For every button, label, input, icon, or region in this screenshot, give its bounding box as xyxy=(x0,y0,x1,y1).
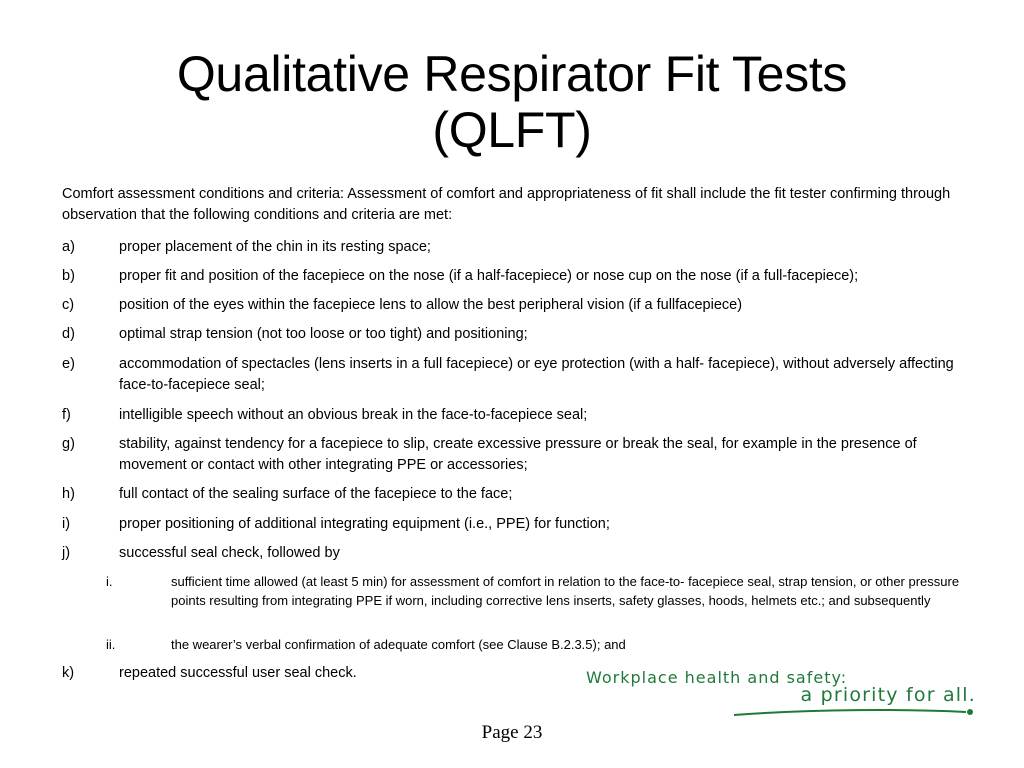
item-text: intelligible speech without an obvious break in the face-to-facepiece seal; xyxy=(119,407,588,423)
list-item xyxy=(62,484,962,505)
list-item xyxy=(62,514,962,535)
item-text: successful seal check, followed by xyxy=(119,545,340,561)
title-line-2: (QLFT) xyxy=(432,102,592,158)
subitem-text: sufficient time allowed (at least 5 min) for assessment of comfort in relation to the face-to- facepiece seal, strap tension, or other pressure points resulting from integrating PPE if worn, including corrective lens inserts, safety glasses, hoods, helmets etc.; and subsequently xyxy=(171,574,960,608)
sub-list-item xyxy=(106,635,962,654)
list-item xyxy=(62,266,962,287)
item-text: proper positioning of additional integrating equipment (i.e., PPE) for function; xyxy=(119,516,610,532)
item-text: accommodation of spectacles (lens inserts in a full facepiece) or eye protection (with a half- facepiece), without adversely affecting face-to-facepiece seal; xyxy=(119,356,954,393)
item-label: b) xyxy=(62,268,75,284)
list-item xyxy=(62,295,962,316)
intro-paragraph: Comfort assessment conditions and criteria: Assessment of comfort and appropriateness of fit shall include the fit tester confirming through observation that the following conditions and criteria are met: xyxy=(62,186,951,223)
list-item xyxy=(62,324,962,345)
list-item xyxy=(62,237,962,258)
item-label: d) xyxy=(62,326,75,342)
subitem-text: the wearer’s verbal confirmation of adequate comfort (see Clause B.2.3.5); and xyxy=(171,637,626,652)
subitem-label: i. xyxy=(106,574,113,589)
item-label: i) xyxy=(62,516,71,532)
item-text: repeated successful user seal check. xyxy=(119,665,357,681)
slogan-line-2: a priority for all. xyxy=(800,684,976,706)
page-number: Page 23 xyxy=(481,722,543,743)
item-text: proper fit and position of the facepiece on the nose (if a half-facepiece) or nose cup on the nose (if a full-facepiece); xyxy=(119,268,859,284)
item-text: full contact of the sealing surface of the facepiece to the face; xyxy=(119,486,513,502)
list-item xyxy=(62,405,962,426)
item-label: g) xyxy=(62,436,75,452)
swoosh-icon xyxy=(584,668,980,720)
item-label: c) xyxy=(62,297,75,313)
item-text: proper placement of the chin in its resting space; xyxy=(119,239,431,255)
item-label: h) xyxy=(62,486,75,502)
item-text: optimal strap tension (not too loose or too tight) and positioning; xyxy=(119,326,528,342)
item-label: e) xyxy=(62,356,75,372)
item-label: j) xyxy=(62,545,71,561)
list-item xyxy=(62,434,962,476)
item-label: f) xyxy=(62,407,71,423)
title-line-1: Qualitative Respirator Fit Tests xyxy=(176,46,848,102)
sub-list-item xyxy=(106,572,962,610)
item-text: stability, against tendency for a facepiece to slip, create excessive pressure or break the seal, for example in the presence of movement or contact with other integrating PPE or accessories; xyxy=(119,436,917,473)
slide-title xyxy=(60,46,964,158)
list-item xyxy=(62,543,962,564)
slogan-logo xyxy=(584,668,980,720)
list-item xyxy=(62,354,962,396)
subitem-label: ii. xyxy=(106,637,116,652)
item-label: k) xyxy=(62,665,75,681)
slogan-line-1: Workplace health and safety: xyxy=(586,668,848,687)
item-label: a) xyxy=(62,239,75,255)
item-text: position of the eyes within the facepiece lens to allow the best peripheral vision (if a fullfacepiece) xyxy=(119,297,743,313)
